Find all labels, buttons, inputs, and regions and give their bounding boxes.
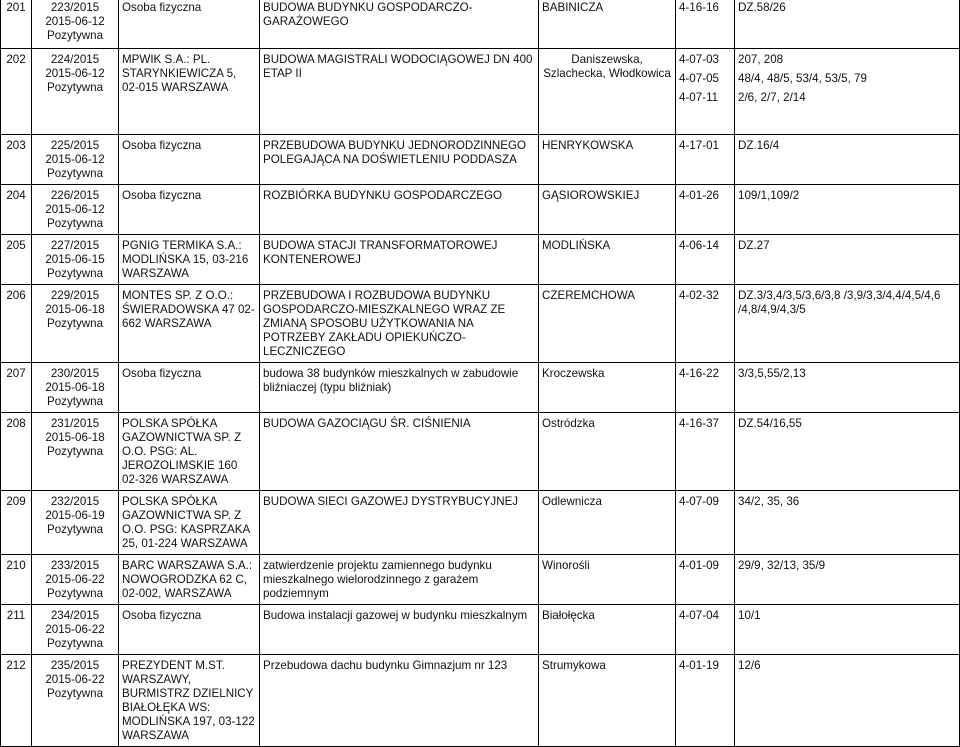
plot-line: DZ.27 [738,239,770,252]
plots-cell [735,185,960,235]
case-line: 2015-06-15 [45,253,105,266]
case-line: 2015-06-12 [45,203,105,216]
map-sheet-cell [676,363,735,413]
investor-cell: Osoba fizyczna [119,363,260,413]
plots-cell [735,605,960,655]
case-cell [32,135,119,185]
plot-line: 48/4, 48/5, 53/4, 53/5, 79 [738,72,867,85]
description-cell: BUDOWA MAGISTRALI WODOCIĄGOWEJ DN 400 ETAP II [260,49,539,135]
table-row [1,0,960,49]
map-sheet-cell [676,135,735,185]
investor-cell: PGNIG TERMIKA S.A.: MODLIŃSKA 15, 03-216 WARSZAWA [119,235,260,285]
plots-cell [735,363,960,413]
case-line: Pozytywna [46,637,104,650]
street-cell: GĄSIOROWSKIEJ [539,185,676,235]
case-line: 2015-06-18 [45,381,105,394]
table-row [1,413,960,491]
row-number-cell: 209 [1,491,32,555]
case-cell [32,185,119,235]
investor-cell: PREZYDENT M.ST. WARSZAWY, BURMISTRZ DZIELNICY BIAŁOŁĘKA WS: MODLIŃSKA 197, 03-122 WARSZAWA [119,655,260,747]
case-cell [32,413,119,491]
plots-cell [735,135,960,185]
row-number-cell: 204 [1,185,32,235]
investor-cell: BARC WARSZAWA S.A.: NOWOGRODZKA 62 C, 02-002, WARSZAWA [119,555,260,605]
map-sheet-cell [676,0,735,49]
case-line: 2015-06-12 [45,67,105,80]
case-line: 227/2015 [50,239,100,252]
plot-line: 29/9, 32/13, 35/9 [738,559,826,572]
description-cell: budowa 38 budynków mieszkalnych w zabudowie bliźniaczej (typu bliźniak) [260,363,539,413]
plots-cell [735,285,960,363]
map-sheet-line: 4-07-11 [679,91,719,104]
map-sheet-line: 4-01-19 [679,659,719,672]
map-sheet-line: 4-16-16 [679,1,719,14]
map-sheet-cell [676,655,735,747]
case-line: Pozytywna [46,687,104,700]
row-number-cell: 201 [1,0,32,49]
investor-cell: Osoba fizyczna [119,0,260,49]
table-body [1,0,960,747]
map-sheet-line: 4-07-03 [679,53,719,66]
row-number-cell: 211 [1,605,32,655]
description-cell: ROZBIÓRKA BUDYNKU GOSPODARCZEGO [260,185,539,235]
case-line: Pozytywna [46,217,104,230]
map-sheet-line: 4-01-09 [679,559,719,572]
case-line: 231/2015 [50,417,100,430]
plot-line: 2/6, 2/7, 2/14 [738,91,806,104]
plots-cell [735,491,960,555]
case-line: Pozytywna [46,267,104,280]
case-line: Pozytywna [46,445,104,458]
case-cell [32,491,119,555]
map-sheet-line: 4-06-14 [679,239,719,252]
map-sheet-line: 4-07-09 [679,495,719,508]
case-line: 234/2015 [50,609,100,622]
table-row [1,555,960,605]
map-sheet-line: 4-07-04 [679,609,719,622]
plot-line: 10/1 [738,609,761,622]
map-sheet-cell [676,185,735,235]
table-row [1,185,960,235]
description-cell: PRZEBUDOWA BUDYNKU JEDNORODZINNEGO POLEGAJĄCA NA DOŚWIETLENIU PODDASZA [260,135,539,185]
map-sheet-line: 4-17-01 [679,139,719,152]
plots-cell [735,413,960,491]
case-line: 2015-06-18 [45,303,105,316]
map-sheet-line: 4-07-05 [679,72,719,85]
plot-line: 207, 208 [738,53,784,66]
table-row [1,363,960,413]
description-cell: Przebudowa dachu budynku Gimnazjum nr 123 [260,655,539,747]
case-line: Pozytywna [46,523,104,536]
plots-cell [735,49,960,135]
row-number-cell: 212 [1,655,32,747]
street-cell: HENRYKOWSKA [539,135,676,185]
table-row [1,605,960,655]
plot-line: DZ.58/26 [738,1,786,14]
street-cell: Odlewnicza [539,491,676,555]
plot-line: 3/3,5,55/2,13 [738,367,806,380]
case-line: 2015-06-19 [45,509,105,522]
case-line: 2015-06-12 [45,153,105,166]
case-line: 233/2015 [50,559,100,572]
map-sheet-line: 4-16-37 [679,417,719,430]
street-cell: BABINICZA [539,0,676,49]
map-sheet-line: 4-02-32 [679,289,719,302]
plots-cell [735,655,960,747]
description-cell: BUDOWA BUDYNKU GOSPODARCZO-GARAŻOWEGO [260,0,539,49]
case-line: 2015-06-22 [45,673,105,686]
plot-line: 12/6 [738,659,761,672]
row-number-cell: 202 [1,49,32,135]
table-row [1,285,960,363]
description-cell: BUDOWA GAZOCIĄGU ŚR. CIŚNIENIA [260,413,539,491]
street-cell: CZEREMCHOWA [539,285,676,363]
investor-cell: Osoba fizyczna [119,135,260,185]
case-line: 226/2015 [50,189,100,202]
case-line: 2015-06-22 [45,573,105,586]
case-line: Pozytywna [46,587,104,600]
street-cell: Strumykowa [539,655,676,747]
table-row [1,49,960,135]
row-number-cell: 207 [1,363,32,413]
case-cell [32,285,119,363]
case-line: 2015-06-18 [45,431,105,444]
table-row [1,235,960,285]
map-sheet-cell [676,413,735,491]
investor-cell: Osoba fizyczna [119,605,260,655]
map-sheet-line: 4-01-26 [679,189,719,202]
street-cell: Kroczewska [539,363,676,413]
map-sheet-cell [676,555,735,605]
street-cell: Ostródzka [539,413,676,491]
street-cell: MODLIŃSKA [539,235,676,285]
street-cell: Winorośli [539,555,676,605]
case-line: Pozytywna [46,395,104,408]
case-line: 230/2015 [50,367,100,380]
case-line: 2015-06-12 [45,15,105,28]
case-line: 224/2015 [50,53,100,66]
plot-line: 34/2, 35, 36 [738,495,800,508]
description-cell: PRZEBUDOWA I ROZBUDOWA BUDYNKU GOSPODARCZO-MIESZKALNEGO WRAZ ZE ZMIANĄ SPOSOBU UŻYTKOWANIA NA POTRZEBY ZAKŁADU OPIEKUŃCZO-LECZNICZEGO [260,285,539,363]
case-cell [32,49,119,135]
description-cell: zatwierdzenie projektu zamiennego budynku mieszkalnego wielorodzinnego z garażem podziemnym [260,555,539,605]
case-line: Pozytywna [46,81,104,94]
case-line: Pozytywna [46,29,104,42]
case-line: 223/2015 [50,1,100,14]
table-row [1,135,960,185]
map-sheet-cell [676,285,735,363]
description-cell: BUDOWA STACJI TRANSFORMATOROWEJ KONTENEROWEJ [260,235,539,285]
street-cell: Białołęcka [539,605,676,655]
investor-cell: MPWIK S.A.: PL. STARYNKIEWICZA 5, 02-015 WARSZAWA [119,49,260,135]
row-number-cell: 206 [1,285,32,363]
case-line: Pozytywna [46,167,104,180]
case-line: 225/2015 [50,139,100,152]
plot-line: DZ.3/3,4/3,5/3,6/3,8 /3,9/3,3/4,4/4,5/4,6 /4,8/4,9/4,3/5 [738,289,941,316]
map-sheet-cell [676,491,735,555]
row-number-cell: 203 [1,135,32,185]
investor-cell: POLSKA SPÓŁKA GAZOWNICTWA SP. Z O.O. PSG: AL. JEROZOLIMSKIE 160 02-326 WARSZAWA [119,413,260,491]
plot-line: DZ.54/16,55 [738,417,802,430]
case-cell [32,0,119,49]
case-cell [32,555,119,605]
row-number-cell: 208 [1,413,32,491]
plots-cell [735,235,960,285]
row-number-cell: 205 [1,235,32,285]
investor-cell: MONTES SP. Z O.O.: ŚWIERADOWSKA 47 02-662 WARSZAWA [119,285,260,363]
case-line: 232/2015 [50,495,100,508]
case-cell [32,363,119,413]
case-line: Pozytywna [46,317,104,330]
case-cell [32,605,119,655]
plot-line: 109/1,109/2 [738,189,800,202]
plot-line: DZ.16/4 [738,139,780,152]
plots-cell [735,555,960,605]
description-cell: Budowa instalacji gazowej w budynku mieszkalnym [260,605,539,655]
case-line: 2015-06-22 [45,623,105,636]
case-line: 229/2015 [50,289,100,302]
map-sheet-line: 4-16-22 [679,367,719,380]
map-sheet-cell [676,605,735,655]
table-row [1,655,960,747]
map-sheet-cell [676,49,735,135]
row-number-cell: 210 [1,555,32,605]
description-cell: BUDOWA SIECI GAZOWEJ DYSTRYBUCYJNEJ [260,491,539,555]
investor-cell: Osoba fizyczna [119,185,260,235]
investor-cell: POLSKA SPÓŁKA GAZOWNICTWA SP. Z O.O. PSG: KASPRZAKA 25, 01-224 WARSZAWA [119,491,260,555]
map-sheet-cell [676,235,735,285]
plots-cell [735,0,960,49]
case-cell [32,655,119,747]
case-line: 235/2015 [50,659,100,672]
case-cell [32,235,119,285]
street-cell: Daniszewska, Szlachecka, Włodkowica [539,49,676,135]
table-row [1,491,960,555]
